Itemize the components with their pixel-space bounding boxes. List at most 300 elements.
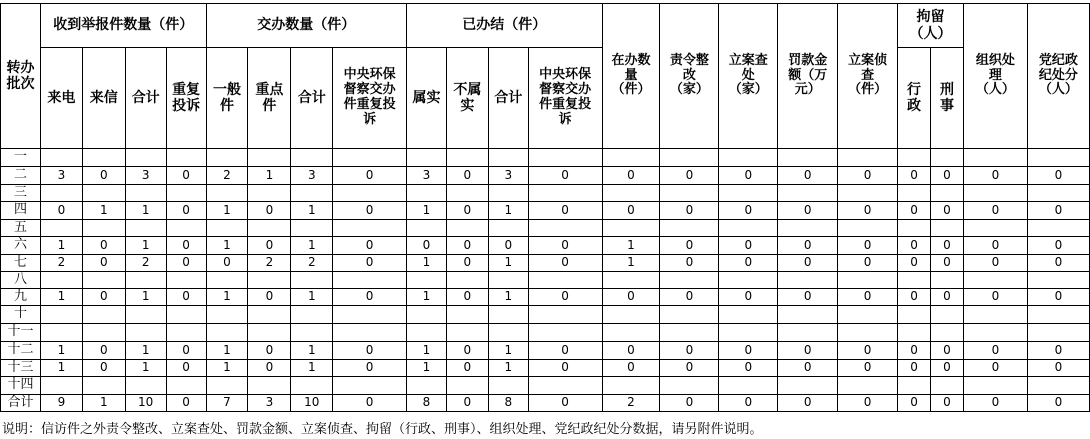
- data-cell: 0: [333, 167, 407, 185]
- data-cell: 0: [528, 342, 602, 360]
- data-cell: [206, 220, 248, 237]
- data-cell: 0: [931, 167, 964, 185]
- data-cell: [488, 149, 528, 167]
- data-cell: [898, 185, 931, 202]
- data-cell: 0: [778, 342, 838, 360]
- data-cell: 0: [898, 255, 931, 272]
- header-central-dup: 中央环保 督察交办 件重复投 诉: [333, 48, 407, 149]
- data-cell: 0: [248, 289, 291, 306]
- batch-cell: 六: [1, 237, 41, 255]
- data-cell: 0: [963, 360, 1027, 377]
- data-cell: 2: [125, 255, 166, 272]
- data-cell: [838, 185, 898, 202]
- data-cell: [898, 272, 931, 289]
- data-cell: 0: [838, 360, 898, 377]
- data-cell: [963, 185, 1027, 202]
- data-cell: 0: [719, 167, 778, 185]
- data-cell: 1: [82, 202, 125, 220]
- data-cell: 2: [602, 395, 660, 412]
- data-cell: 0: [166, 255, 206, 272]
- data-cell: [963, 149, 1027, 167]
- data-cell: 0: [602, 342, 660, 360]
- header-assigned-group: 交办数量（件）: [206, 4, 406, 48]
- data-cell: 0: [446, 395, 488, 412]
- data-cell: [719, 185, 778, 202]
- data-cell: 0: [1027, 342, 1089, 360]
- data-cell: [125, 149, 166, 167]
- data-cell: [602, 306, 660, 324]
- data-cell: [248, 324, 291, 342]
- header-total2: 合计: [291, 48, 333, 149]
- data-cell: 8: [407, 395, 447, 412]
- data-cell: 1: [125, 237, 166, 255]
- data-cell: 0: [528, 237, 602, 255]
- data-cell: [528, 149, 602, 167]
- table-row: [1, 202, 1090, 220]
- data-cell: 0: [898, 360, 931, 377]
- data-cell: [125, 185, 166, 202]
- data-cell: [778, 185, 838, 202]
- header-case-investigate: 立案侦 查 （件）: [838, 4, 898, 149]
- data-cell: [602, 272, 660, 289]
- data-cell: 0: [778, 237, 838, 255]
- data-cell: 0: [898, 202, 931, 220]
- data-cell: [931, 377, 964, 395]
- data-cell: [528, 324, 602, 342]
- data-cell: [333, 149, 407, 167]
- data-cell: 0: [660, 255, 719, 272]
- data-cell: 1: [291, 360, 333, 377]
- data-cell: 0: [660, 289, 719, 306]
- header-duplicate: 重复 投诉: [166, 48, 206, 149]
- data-cell: [333, 306, 407, 324]
- data-cell: 0: [248, 202, 291, 220]
- data-cell: 3: [125, 167, 166, 185]
- data-cell: 0: [166, 167, 206, 185]
- data-cell: 0: [778, 360, 838, 377]
- data-cell: 0: [528, 255, 602, 272]
- data-cell: 0: [838, 395, 898, 412]
- data-cell: 0: [333, 360, 407, 377]
- batch-cell: 五: [1, 220, 41, 237]
- data-cell: 1: [602, 255, 660, 272]
- data-cell: [963, 377, 1027, 395]
- data-cell: 0: [528, 289, 602, 306]
- data-cell: [1027, 220, 1089, 237]
- data-cell: 1: [291, 289, 333, 306]
- data-cell: 2: [248, 255, 291, 272]
- data-cell: 1: [82, 395, 125, 412]
- data-cell: 0: [778, 167, 838, 185]
- data-cell: 0: [931, 289, 964, 306]
- data-cell: 0: [898, 395, 931, 412]
- header-total3: 合计: [488, 48, 528, 149]
- header-in-progress: 在办数 量 （件）: [602, 4, 660, 149]
- data-cell: 0: [1027, 360, 1089, 377]
- data-cell: [1027, 149, 1089, 167]
- data-cell: 8: [488, 395, 528, 412]
- header-case-punish: 立案查 处 （家）: [719, 4, 778, 149]
- data-cell: 0: [719, 202, 778, 220]
- data-cell: 0: [248, 360, 291, 377]
- header-party-discipline: 党纪政 纪处分 （人）: [1027, 4, 1089, 149]
- data-cell: [82, 185, 125, 202]
- data-cell: 0: [446, 255, 488, 272]
- data-cell: 0: [963, 237, 1027, 255]
- data-cell: [1027, 272, 1089, 289]
- data-cell: [407, 377, 447, 395]
- batch-cell: 二: [1, 167, 41, 185]
- data-cell: [602, 185, 660, 202]
- data-cell: 0: [1027, 255, 1089, 272]
- header-batch: 转办 批次: [1, 4, 41, 149]
- data-cell: [407, 185, 447, 202]
- data-cell: [838, 324, 898, 342]
- data-cell: [166, 324, 206, 342]
- data-cell: [898, 324, 931, 342]
- data-cell: [528, 306, 602, 324]
- data-cell: [719, 220, 778, 237]
- data-cell: [125, 377, 166, 395]
- data-cell: [82, 306, 125, 324]
- data-cell: [291, 149, 333, 167]
- data-cell: 1: [206, 289, 248, 306]
- data-cell: [488, 272, 528, 289]
- data-cell: 3: [291, 167, 333, 185]
- data-cell: [898, 306, 931, 324]
- data-cell: [778, 149, 838, 167]
- data-cell: 0: [333, 202, 407, 220]
- data-cell: [778, 220, 838, 237]
- data-cell: [528, 272, 602, 289]
- report-table: [0, 3, 1090, 412]
- header-key: 重点 件: [248, 48, 291, 149]
- data-cell: [333, 377, 407, 395]
- batch-cell: 一: [1, 149, 41, 167]
- data-cell: [206, 272, 248, 289]
- header-detain-group: 拘留 （人）: [898, 4, 964, 48]
- batch-cell: 合计: [1, 395, 41, 412]
- data-cell: 0: [248, 342, 291, 360]
- data-cell: 10: [291, 395, 333, 412]
- data-cell: 0: [528, 395, 602, 412]
- data-cell: [488, 324, 528, 342]
- data-cell: [248, 149, 291, 167]
- data-cell: [125, 324, 166, 342]
- data-cell: [446, 377, 488, 395]
- batch-cell: 十: [1, 306, 41, 324]
- data-cell: 1: [40, 237, 82, 255]
- data-cell: [82, 149, 125, 167]
- data-cell: 0: [660, 237, 719, 255]
- data-cell: [898, 377, 931, 395]
- data-cell: [838, 306, 898, 324]
- data-cell: 0: [963, 395, 1027, 412]
- data-cell: [333, 185, 407, 202]
- data-cell: [166, 377, 206, 395]
- data-cell: [1027, 324, 1089, 342]
- data-cell: 0: [248, 237, 291, 255]
- data-cell: 10: [125, 395, 166, 412]
- data-cell: 0: [40, 202, 82, 220]
- data-cell: [40, 272, 82, 289]
- data-cell: 2: [291, 255, 333, 272]
- data-cell: [719, 377, 778, 395]
- data-cell: 0: [719, 342, 778, 360]
- data-cell: 0: [660, 167, 719, 185]
- data-cell: 0: [963, 342, 1027, 360]
- data-cell: 0: [82, 237, 125, 255]
- data-cell: [528, 185, 602, 202]
- data-cell: 1: [206, 360, 248, 377]
- data-cell: [407, 149, 447, 167]
- data-cell: [898, 149, 931, 167]
- data-cell: 2: [40, 255, 82, 272]
- data-cell: [291, 377, 333, 395]
- data-cell: [963, 324, 1027, 342]
- data-cell: 1: [40, 289, 82, 306]
- data-cell: 1: [206, 202, 248, 220]
- data-cell: 0: [333, 255, 407, 272]
- data-cell: [291, 324, 333, 342]
- data-cell: [660, 220, 719, 237]
- data-cell: [931, 185, 964, 202]
- data-cell: 0: [206, 255, 248, 272]
- data-cell: 0: [898, 167, 931, 185]
- data-cell: [82, 220, 125, 237]
- data-cell: [40, 185, 82, 202]
- data-cell: 1: [248, 167, 291, 185]
- data-cell: 0: [963, 289, 1027, 306]
- data-cell: 1: [206, 237, 248, 255]
- data-cell: 0: [82, 255, 125, 272]
- header-letter: 来信: [82, 48, 125, 149]
- batch-cell: 九: [1, 289, 41, 306]
- data-cell: [488, 220, 528, 237]
- data-cell: [602, 149, 660, 167]
- data-cell: [291, 306, 333, 324]
- data-cell: [719, 324, 778, 342]
- data-cell: 0: [446, 237, 488, 255]
- data-cell: 1: [407, 342, 447, 360]
- data-cell: [166, 306, 206, 324]
- data-cell: 1: [407, 360, 447, 377]
- table-row: [1, 185, 1090, 202]
- data-cell: 0: [931, 395, 964, 412]
- data-cell: [446, 149, 488, 167]
- table-row: [1, 289, 1090, 306]
- header-rectify: 责令整 改 （家）: [660, 4, 719, 149]
- header-phone: 来电: [40, 48, 82, 149]
- data-cell: 0: [166, 289, 206, 306]
- data-cell: 0: [931, 237, 964, 255]
- data-cell: 0: [407, 237, 447, 255]
- data-cell: 0: [778, 255, 838, 272]
- table-row: [1, 342, 1090, 360]
- data-cell: 1: [407, 255, 447, 272]
- data-cell: 0: [488, 237, 528, 255]
- data-cell: 0: [931, 360, 964, 377]
- data-cell: [446, 185, 488, 202]
- header-central-dup2: 中央环保 督察交办 件重复投 诉: [528, 48, 602, 149]
- data-cell: 1: [291, 342, 333, 360]
- data-cell: 0: [838, 167, 898, 185]
- data-cell: [963, 306, 1027, 324]
- data-cell: [125, 272, 166, 289]
- data-cell: 0: [931, 255, 964, 272]
- data-cell: 0: [719, 395, 778, 412]
- header-total: 合计: [125, 48, 166, 149]
- data-cell: [528, 377, 602, 395]
- data-cell: 0: [838, 289, 898, 306]
- data-cell: 0: [446, 360, 488, 377]
- data-cell: 0: [963, 167, 1027, 185]
- data-cell: [931, 306, 964, 324]
- data-cell: 0: [838, 202, 898, 220]
- data-cell: 0: [719, 289, 778, 306]
- batch-cell: 十二: [1, 342, 41, 360]
- data-cell: 0: [660, 342, 719, 360]
- data-cell: [291, 272, 333, 289]
- data-cell: [660, 149, 719, 167]
- data-cell: 1: [407, 289, 447, 306]
- table-row: [1, 360, 1090, 377]
- footnote: 说明：信访件之外责令整改、立案查处、罚款金额、立案侦查、拘留（行政、刑事）、组织处理、党纪政纪处分数据，请另附件说明。: [2, 422, 763, 437]
- data-cell: 1: [125, 202, 166, 220]
- data-cell: 0: [602, 289, 660, 306]
- data-cell: [488, 185, 528, 202]
- table-row: [1, 324, 1090, 342]
- data-cell: 2: [206, 167, 248, 185]
- data-cell: [166, 185, 206, 202]
- data-cell: [778, 272, 838, 289]
- data-cell: 0: [82, 289, 125, 306]
- data-cell: [446, 272, 488, 289]
- data-cell: 0: [528, 202, 602, 220]
- data-cell: 0: [166, 202, 206, 220]
- data-cell: [1027, 185, 1089, 202]
- data-cell: 0: [778, 202, 838, 220]
- data-cell: [660, 377, 719, 395]
- data-cell: 1: [488, 202, 528, 220]
- data-cell: [719, 306, 778, 324]
- data-cell: [838, 377, 898, 395]
- data-cell: 0: [838, 237, 898, 255]
- data-cell: [963, 272, 1027, 289]
- data-cell: [125, 220, 166, 237]
- data-cell: [333, 324, 407, 342]
- data-cell: 0: [931, 202, 964, 220]
- data-cell: [248, 377, 291, 395]
- data-cell: 0: [166, 342, 206, 360]
- data-cell: [166, 149, 206, 167]
- data-cell: [125, 306, 166, 324]
- data-cell: 0: [838, 342, 898, 360]
- data-cell: 1: [602, 237, 660, 255]
- data-cell: [166, 220, 206, 237]
- data-cell: 0: [602, 360, 660, 377]
- data-cell: 9: [40, 395, 82, 412]
- data-cell: [248, 306, 291, 324]
- header-general: 一般 件: [206, 48, 248, 149]
- data-cell: 7: [206, 395, 248, 412]
- data-cell: 0: [1027, 395, 1089, 412]
- data-cell: 0: [446, 342, 488, 360]
- data-cell: [528, 220, 602, 237]
- data-cell: 0: [1027, 289, 1089, 306]
- data-cell: [602, 220, 660, 237]
- data-cell: 1: [488, 342, 528, 360]
- data-cell: [407, 306, 447, 324]
- data-cell: [333, 220, 407, 237]
- batch-cell: 八: [1, 272, 41, 289]
- data-cell: [446, 220, 488, 237]
- table-row: [1, 220, 1090, 237]
- header-criminal: 刑 事: [931, 48, 964, 149]
- data-cell: 3: [40, 167, 82, 185]
- data-cell: 0: [528, 167, 602, 185]
- data-cell: [898, 220, 931, 237]
- data-cell: 1: [407, 202, 447, 220]
- data-cell: 0: [333, 289, 407, 306]
- data-cell: [40, 377, 82, 395]
- data-cell: 0: [898, 342, 931, 360]
- header-not-true: 不属 实: [446, 48, 488, 149]
- data-cell: [931, 220, 964, 237]
- data-cell: [206, 324, 248, 342]
- table-row: [1, 377, 1090, 395]
- data-cell: [838, 272, 898, 289]
- data-cell: 0: [719, 255, 778, 272]
- data-cell: [248, 185, 291, 202]
- data-cell: [719, 272, 778, 289]
- table-row: [1, 395, 1090, 412]
- header-completed-group: 已办结（件）: [407, 4, 602, 48]
- data-cell: [488, 306, 528, 324]
- table-row: [1, 272, 1090, 289]
- data-cell: 1: [291, 202, 333, 220]
- data-cell: [1027, 377, 1089, 395]
- batch-cell: 三: [1, 185, 41, 202]
- batch-cell: 十四: [1, 377, 41, 395]
- data-cell: 0: [166, 395, 206, 412]
- data-cell: 0: [528, 360, 602, 377]
- table-row: [1, 167, 1090, 185]
- data-cell: [206, 377, 248, 395]
- data-cell: 0: [166, 237, 206, 255]
- data-cell: 0: [719, 360, 778, 377]
- data-cell: [602, 324, 660, 342]
- table-row: [1, 255, 1090, 272]
- table-row: [1, 237, 1090, 255]
- batch-cell: 七: [1, 255, 41, 272]
- data-cell: 1: [40, 342, 82, 360]
- data-cell: 0: [446, 202, 488, 220]
- data-cell: 1: [206, 342, 248, 360]
- data-cell: [660, 272, 719, 289]
- data-cell: 3: [407, 167, 447, 185]
- data-cell: [291, 185, 333, 202]
- data-cell: [660, 185, 719, 202]
- data-cell: [40, 149, 82, 167]
- data-cell: 1: [40, 360, 82, 377]
- data-cell: [931, 324, 964, 342]
- data-cell: [206, 306, 248, 324]
- data-cell: 0: [1027, 237, 1089, 255]
- data-cell: 0: [333, 237, 407, 255]
- data-cell: 0: [898, 237, 931, 255]
- data-cell: 0: [446, 289, 488, 306]
